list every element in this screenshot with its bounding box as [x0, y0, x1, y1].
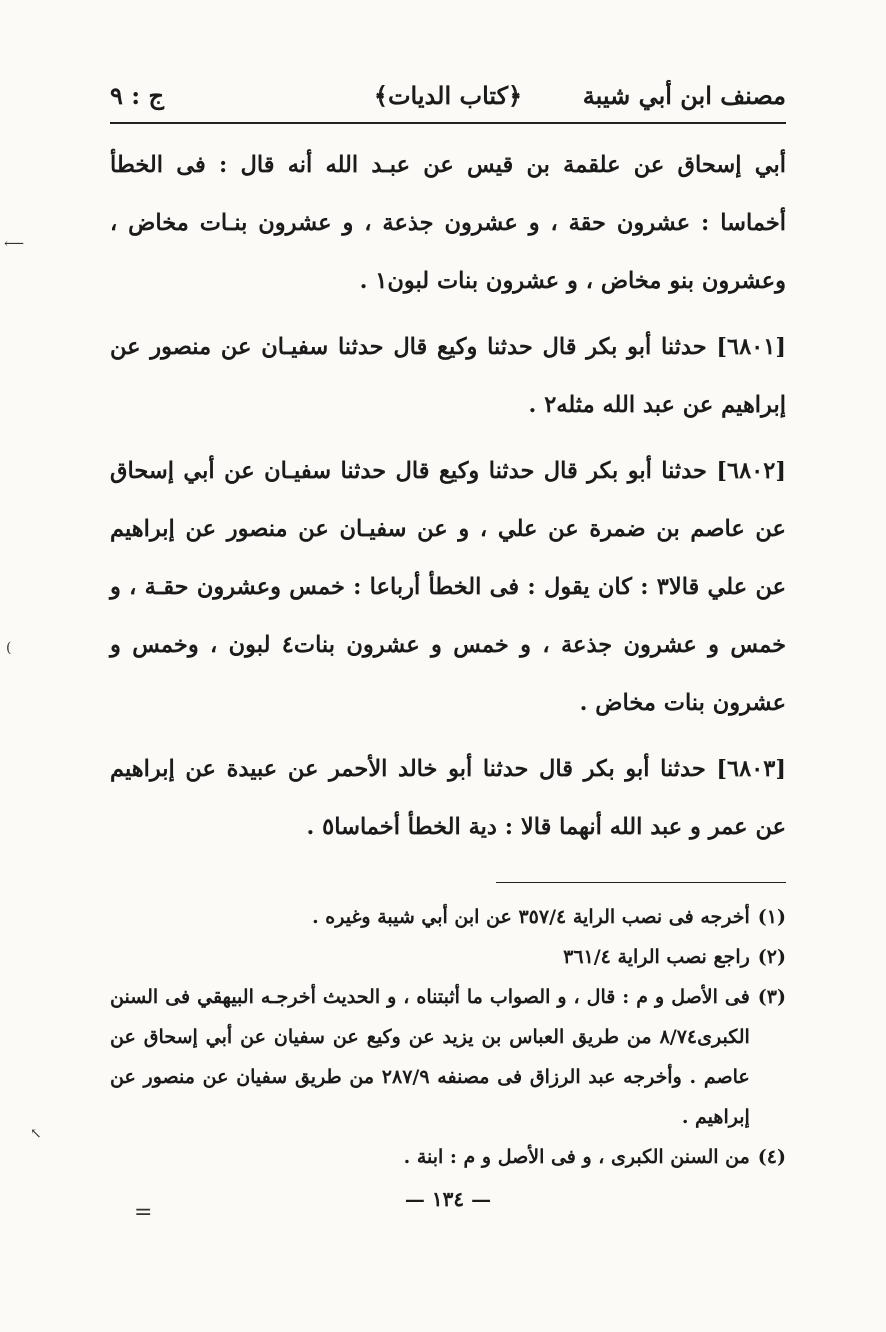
- footnote-number: (٣): [757, 986, 786, 1008]
- footnote: [110, 897, 786, 937]
- footnote-divider: [496, 882, 786, 883]
- margin-arrow-mark-2: ↖: [30, 1126, 42, 1142]
- page: [110, 70, 786, 1211]
- footnote: [110, 1137, 786, 1177]
- hadith-6803: [٦٨٠٣] حدثنا أبو بكر قال حدثنا أبو خالد الأحمر عن عبيدة عن إبراهيم عن عمر و عبد الله أنهما قالا : دية الخطأ أخماسا٥ .: [110, 756, 786, 840]
- footnote: [110, 977, 786, 1137]
- volume-number: ج : ٩: [110, 80, 164, 110]
- footnote-text: أخرجه فى نصب الراية ٣٥٧/٤ عن ابن أبي شيبة وغيره .: [312, 906, 750, 928]
- main-text: [110, 136, 786, 856]
- footnote: [110, 937, 786, 977]
- footnote-number: (٢): [757, 946, 786, 968]
- footnote-text: من السنن الكبرى ، و فى الأصل و م : ابنة .: [403, 1146, 750, 1168]
- paragraph-1: أبي إسحاق عن علقمة بن قيس عن عبـد الله أنه قال : فى الخطأ أخماسا : عشرون حقة ، و عشرون جذعة ، و عشرون بنـات مخاض ، وعشرون بنو مخاض ، و عشرون بنات لبون١ .: [110, 152, 786, 294]
- footnote-text: راجع نصب الراية ٣٦١/٤: [563, 946, 750, 968]
- page-number: — ١٣٤ —: [404, 1187, 492, 1211]
- footnote-number: (٤): [757, 1146, 786, 1168]
- footnotes: [110, 897, 786, 1177]
- hadith-6801: [٦٨٠١] حدثنا أبو بكر قال حدثنا وكيع قال حدثنا سفيـان عن منصور عن إبراهيم عن عبد الله مثله٢ .: [110, 334, 786, 418]
- footnote-text: فى الأصل و م : قال ، و الصواب ما أثبتناه ، و الحديث أخرجـه البيهقي فى السنن الكبرى٨/٧٤ من طريق العباس بن يزيد عن وكيع عن سفيان عن أبي إسحاق عن عاصم . وأخرجه عبد الرزاق فى مصنفه ٢٨٧/٩ من طريق سفيان عن منصور عن إبراهيم .: [110, 986, 750, 1128]
- equals-mark: =: [134, 1200, 153, 1225]
- margin-bracket-mark: (: [6, 640, 12, 656]
- footnote-number: (١): [757, 906, 786, 928]
- hadith-6802: [٦٨٠٢] حدثنا أبو بكر قال حدثنا وكيع قال حدثنا سفيـان عن أبي إسحاق عن عاصم بن ضمرة عن علي ، و عن سفيـان عن منصور عن إبراهيم عن علي قالا٣ : كان يقول : فى الخطأ أرباعا : خمس وعشرون حقـة ، و خمس و عشرون جذعة ، و خمس و عشرون بنات٤ لبون ، وخمس و عشرون بنات مخاض .: [110, 458, 786, 716]
- margin-arrow-mark: ⟵: [4, 236, 25, 252]
- page-header: [110, 70, 786, 124]
- book-title: مصنف ابن أبي شيبة: [582, 80, 786, 110]
- section-title: ﴿كتاب الديات﴾: [373, 80, 523, 110]
